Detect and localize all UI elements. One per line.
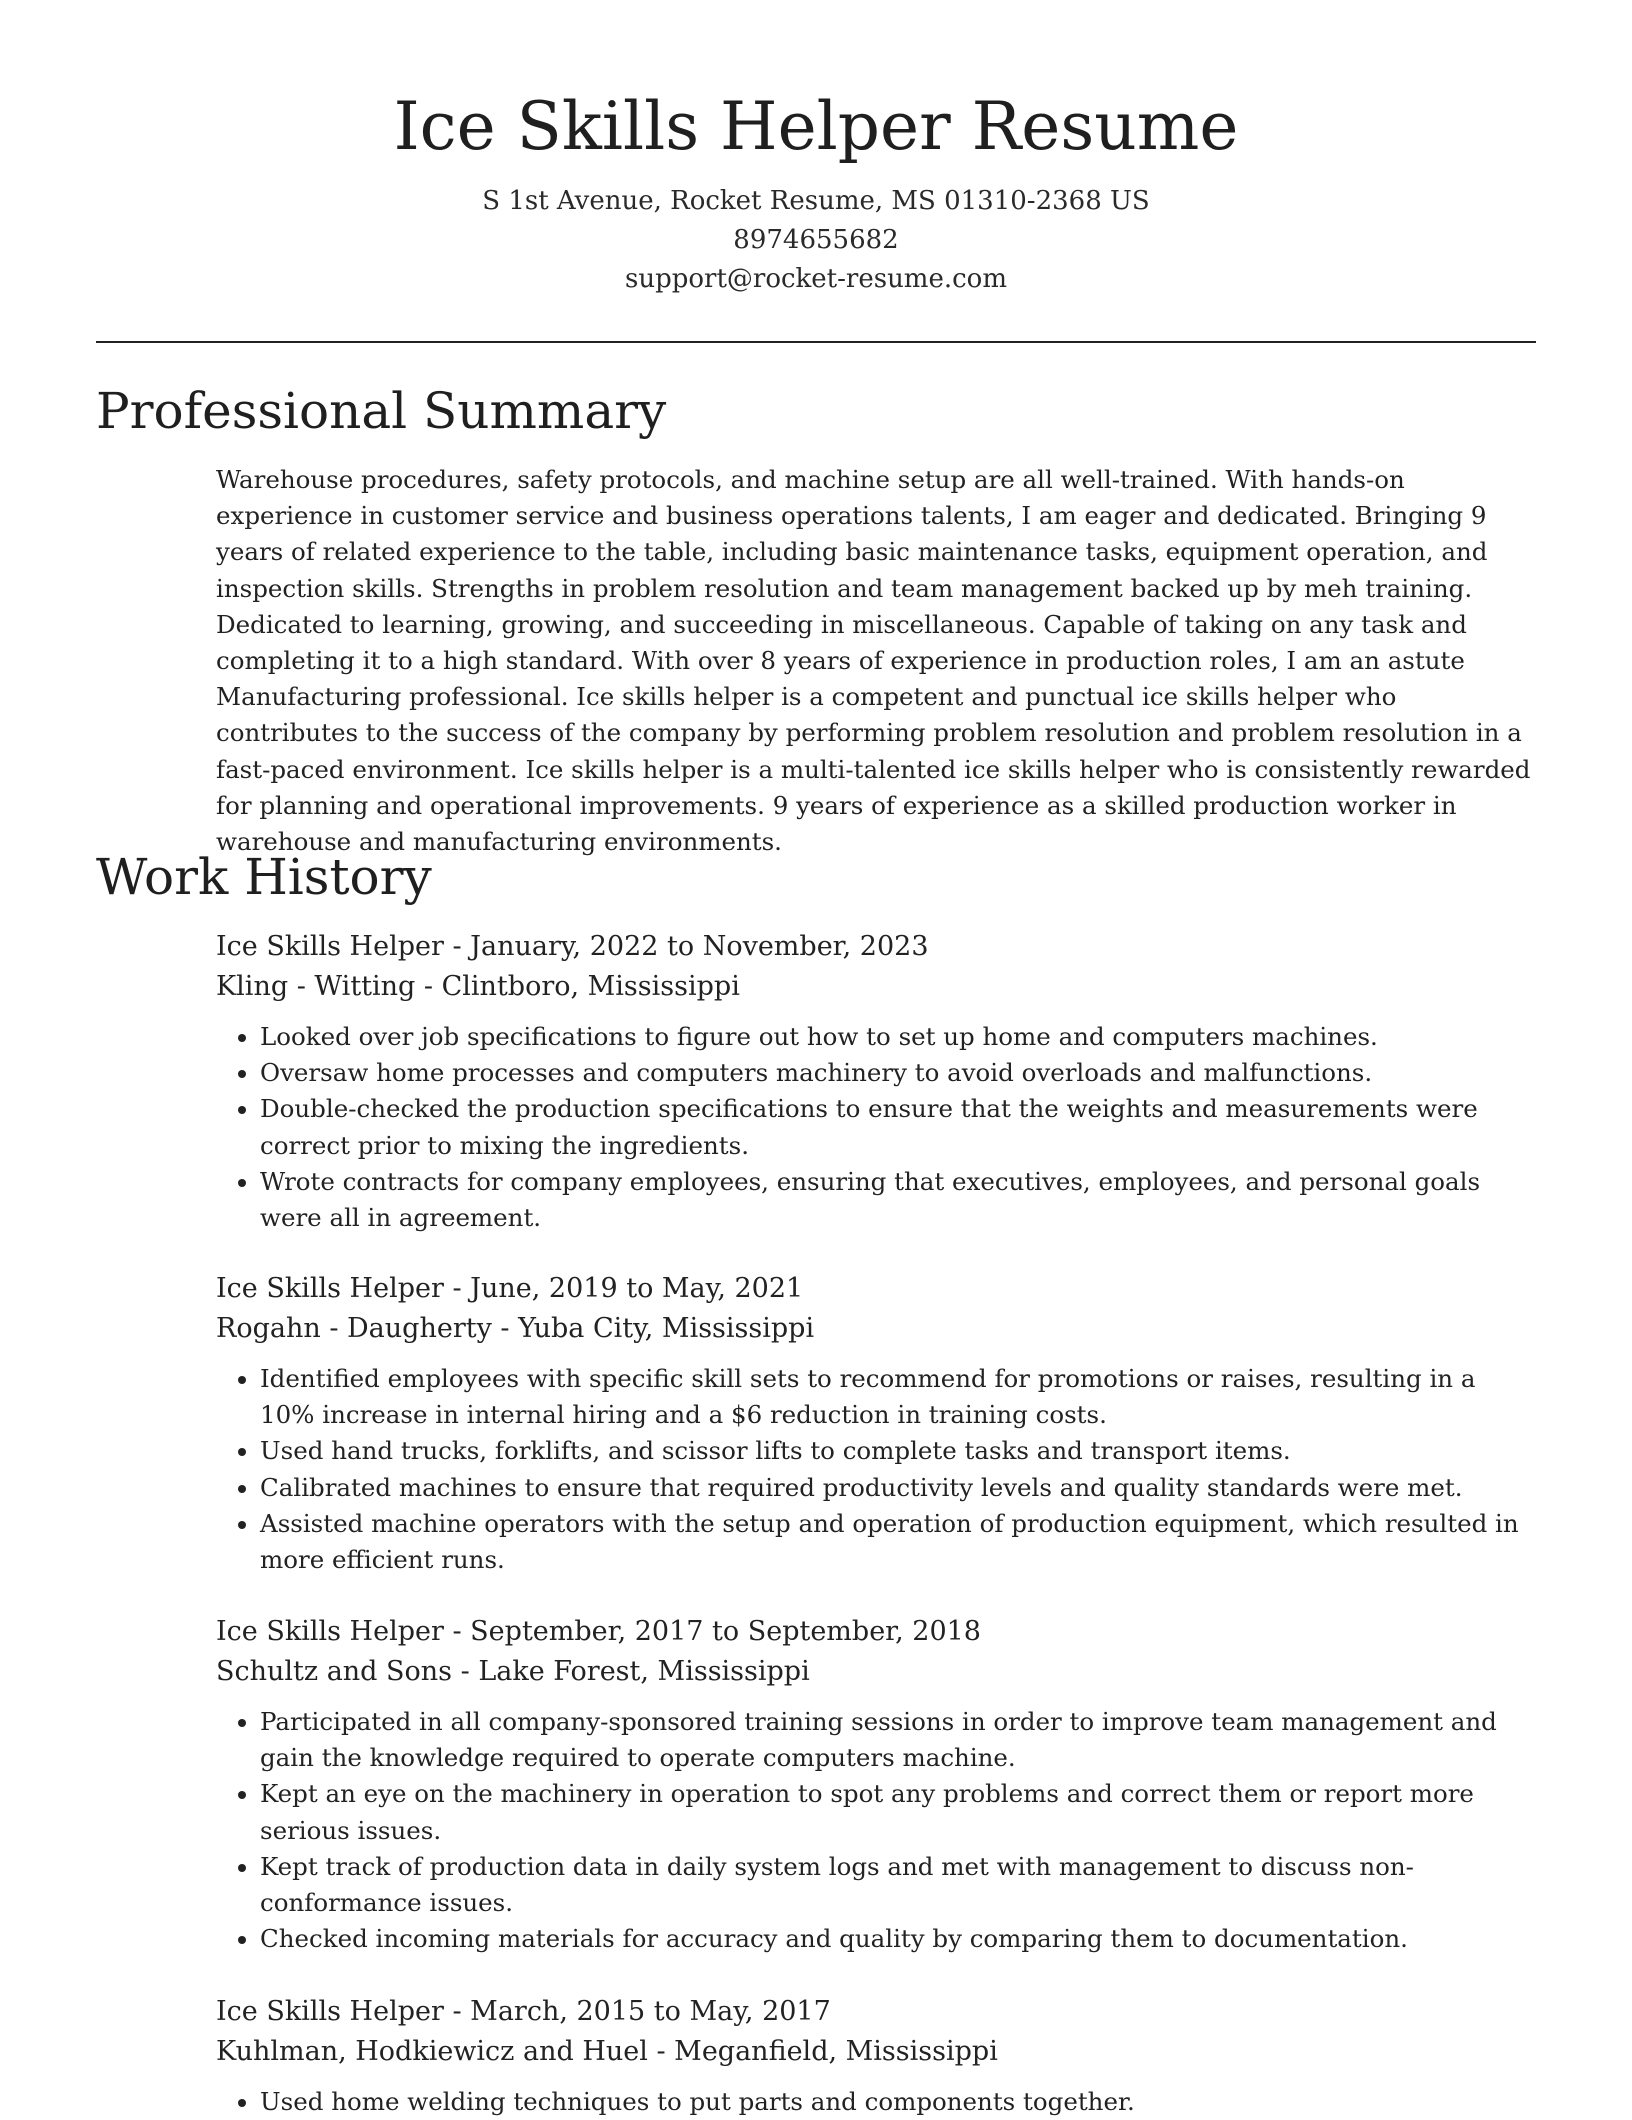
- contact-block: [0, 182, 1632, 299]
- job-bullets: [216, 1704, 1536, 1957]
- job-bullet: • Used hand trucks, forklifts, and scissor lifts to complete tasks and transport items.: [260, 1433, 1536, 1469]
- job-bullet: • Identified employees with specific skill sets to recommend for promotions or raises, resulting in a 10% increase in internal hiring and a $6 reduction in training costs.: [260, 1361, 1536, 1433]
- job-bullets: [216, 1019, 1536, 1236]
- job-title-line: [216, 927, 1536, 967]
- job-title-line: [216, 1992, 1536, 2032]
- job-location: - Yuba City, Mississippi: [491, 1313, 815, 1344]
- job-entry: [216, 1612, 1536, 1957]
- job-company: Kling - Witting: [216, 971, 416, 1002]
- job-title: Ice Skills Helper: [216, 1996, 444, 2027]
- job-bullet: • Looked over job specifications to figure out how to set up home and computers machines.: [260, 1019, 1536, 1055]
- contact-address: S 1st Avenue, Rocket Resume, MS 01310-2368 US: [482, 186, 1150, 216]
- header-divider: [96, 341, 1536, 343]
- summary-heading: Professional Summary: [96, 382, 667, 440]
- job-bullet: • Used home welding techniques to put parts and components together.: [260, 2084, 1536, 2120]
- job-entry: [216, 1992, 1536, 2120]
- job-bullet: • Kept an eye on the machinery in operation to spot any problems and correct them or report more serious issues.: [260, 1776, 1536, 1848]
- job-bullets: [216, 1361, 1536, 1578]
- contact-phone: 8974655682: [733, 225, 899, 255]
- job-bullet: • Participated in all company-sponsored training sessions in order to improve team management and gain the knowledge required to operate computers machine.: [260, 1704, 1536, 1776]
- job-title: Ice Skills Helper: [216, 1616, 444, 1647]
- job-company-line: [216, 967, 1536, 1007]
- job-bullet: • Calibrated machines to ensure that required productivity levels and quality standards were met.: [260, 1470, 1536, 1506]
- work-history-heading: Work History: [96, 848, 432, 906]
- job-title-line: [216, 1612, 1536, 1652]
- resume-title: Ice Skills Helper Resume: [393, 88, 1239, 165]
- job-bullet: • Checked incoming materials for accuracy and quality by comparing them to documentation.: [260, 1921, 1536, 1957]
- job-entry: [216, 1269, 1536, 1578]
- job-company-line: [216, 2032, 1536, 2072]
- job-bullet: • Wrote contracts for company employees, ensuring that executives, employees, and personal goals were all in agreement.: [260, 1164, 1536, 1236]
- job-bullet: • Double-checked the production specifications to ensure that the weights and measurements were correct prior to mixing the ingredients.: [260, 1091, 1536, 1163]
- job-company: Kuhlman, Hodkiewicz and Huel: [216, 2036, 648, 2067]
- job-title: Ice Skills Helper: [216, 1273, 444, 1304]
- job-dates: - January, 2022 to November, 2023: [443, 931, 929, 962]
- job-company-line: [216, 1309, 1536, 1349]
- job-dates: - September, 2017 to September, 2018: [443, 1616, 981, 1647]
- summary-text: Warehouse procedures, safety protocols, and machine setup are all well-trained. With hands-on experience in customer service and business operations talents, I am eager and dedicated. Bringing 9 years of related experience to the table, including basic maintenance tasks, equipment operation, and inspection skills. Strengths in problem resolution and team management backed up by meh training. Dedicated to learning, growing, and succeeding in miscellaneous. Capable of taking on any task and completing it to a high standard. With over 8 years of experience in production roles, I am an astute Manufacturing professional. Ice skills helper is a competent and punctual ice skills helper who contributes to the success of the company by performing problem resolution and problem resolution in a fast-paced environment. Ice skills helper is a multi-talented ice skills helper who is consistently rewarded for planning and operational improvements. 9 years of experience as a skilled production worker in warehouse and manufacturing environments.: [216, 465, 1531, 857]
- contact-email: support@rocket-resume.com: [624, 264, 1007, 294]
- job-bullet: • Assisted machine operators with the setup and operation of production equipment, which resulted in more efficient runs.: [260, 1506, 1536, 1578]
- job-location: - Lake Forest, Mississippi: [452, 1656, 810, 1687]
- job-bullets: [216, 2084, 1536, 2120]
- job-bullet: • Oversaw home processes and computers machinery to avoid overloads and malfunctions.: [260, 1055, 1536, 1091]
- job-title-line: [216, 1269, 1536, 1309]
- job-location: - Meganfield, Mississippi: [647, 2036, 998, 2067]
- job-company-line: [216, 1652, 1536, 1692]
- resume-header: [0, 0, 1632, 299]
- job-dates: - March, 2015 to May, 2017: [443, 1996, 831, 2027]
- job-company: Schultz and Sons: [216, 1656, 453, 1687]
- job-dates: - June, 2019 to May, 2021: [443, 1273, 804, 1304]
- job-location: - Clintboro, Mississippi: [415, 971, 740, 1002]
- job-title: Ice Skills Helper: [216, 931, 444, 962]
- job-company: Rogahn - Daugherty: [216, 1313, 492, 1344]
- job-bullet: • Kept track of production data in daily system logs and met with management to discuss non-conformance issues.: [260, 1849, 1536, 1921]
- job-entry: [216, 927, 1536, 1236]
